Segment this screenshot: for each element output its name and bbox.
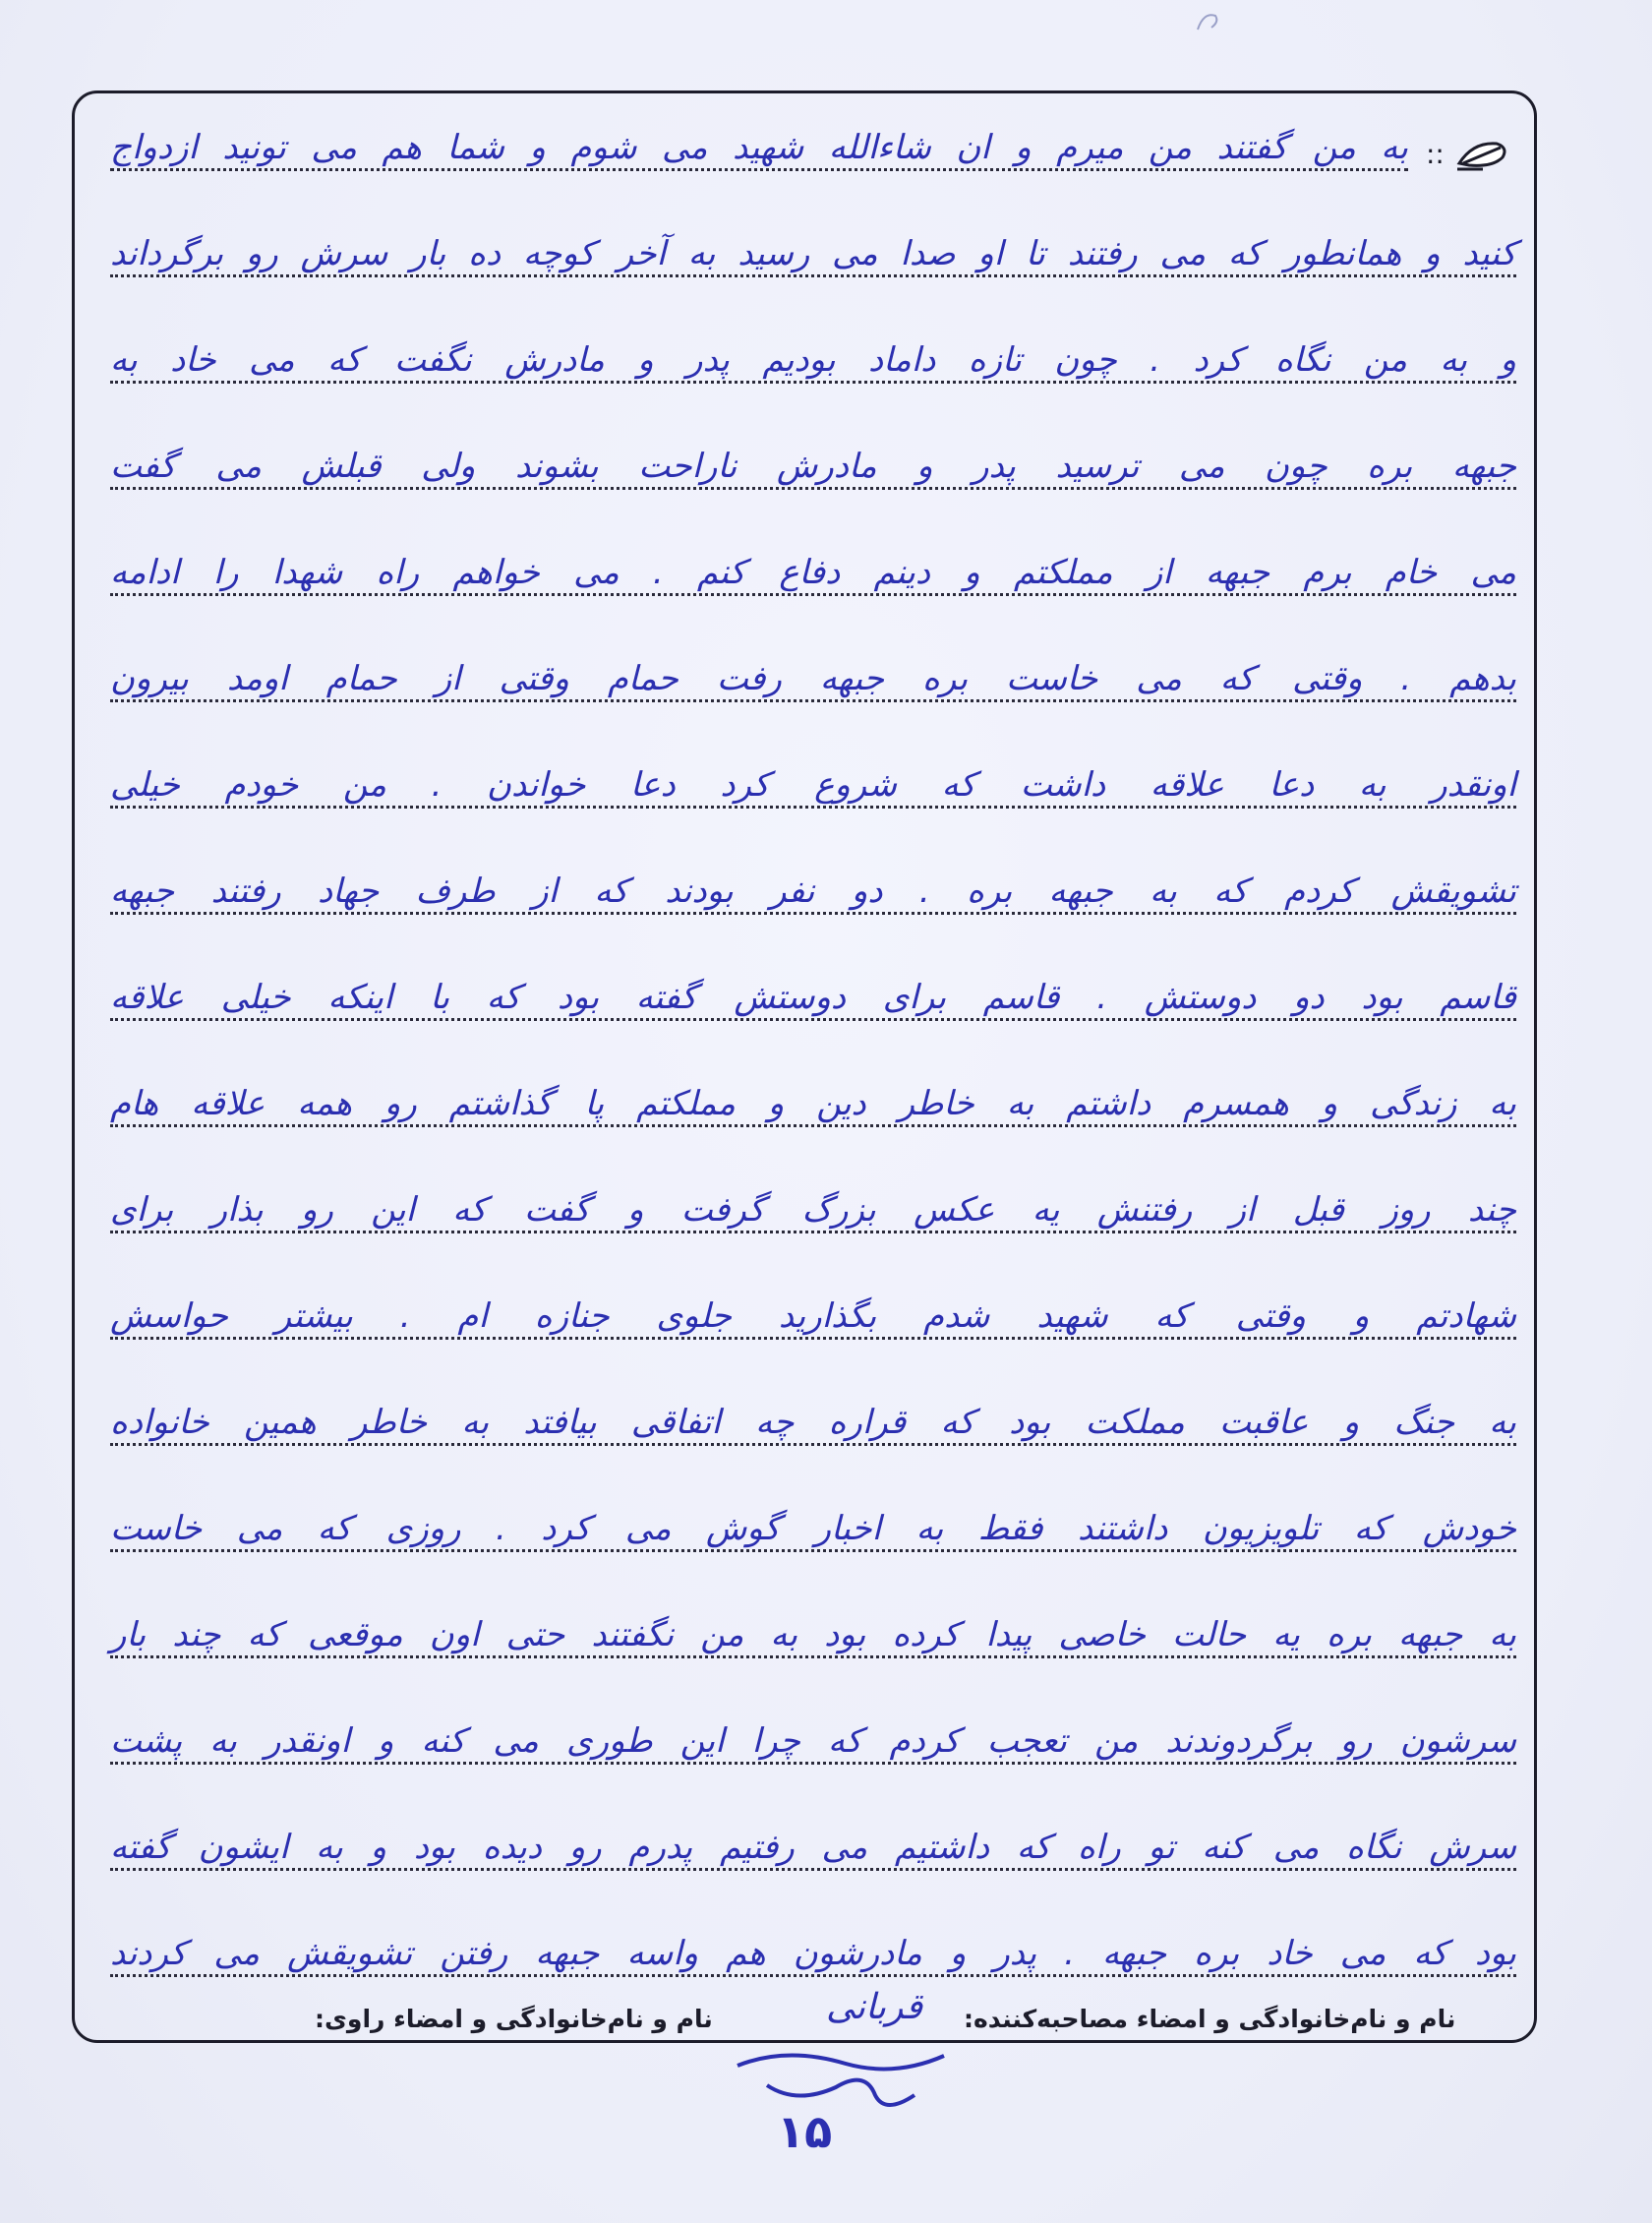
dotted-rule — [110, 1549, 1516, 1552]
ruled-line — [110, 77, 1408, 175]
ruled-line — [110, 1352, 1516, 1450]
ruled-line — [110, 1564, 1516, 1662]
dotted-rule — [110, 1868, 1516, 1871]
handwritten-text: کنید و همانطور که می رفتند تا او صدا می رسید به آخر کوچه ده بار سرش رو برگرداند — [110, 233, 1516, 273]
interviewer-label: نام و نام‌خانوادگی و امضاء مصاحبه‌کننده: — [964, 2005, 1456, 2033]
handwritten-text: چند روز قبل از رفتنش یه عکس بزرگ گرفت و گفت که این رو بذار برای — [110, 1189, 1516, 1230]
interviewer-signature-name: قربانی — [826, 1987, 923, 2027]
ruled-line — [110, 714, 1516, 812]
ruled-line — [110, 1139, 1516, 1237]
ruled-line — [110, 395, 1516, 494]
ruled-line — [110, 1670, 1516, 1769]
handwritten-text: شهادتم و وقتی که شهید شدم بگذارید جلوی جنازه ام . بیشتر حواسش — [110, 1295, 1516, 1336]
handwritten-text: تشویقش کردم که به جبهه بره . دو نفر بودند که از طرف جهاد رفتند جبهه — [110, 871, 1516, 911]
handwritten-text: قاسم بود دو دوستش . قاسم برای دوستش گفته بود که با اینکه خیلی علاقه — [110, 977, 1516, 1017]
handwritten-text: می خام برم جبهه از مملکتم و دینم دفاع کنم . می خواهم راه شهدا را ادامه — [110, 552, 1516, 592]
dotted-rule — [110, 168, 1408, 171]
signature-scrawl — [728, 2026, 964, 2125]
ruled-line — [110, 183, 1516, 281]
interviewee-label: نام و نام‌خانوادگی و امضاء راوی: — [315, 2005, 713, 2033]
ruled-line — [110, 1033, 1516, 1131]
dotted-rule — [110, 806, 1516, 809]
pen-writing-icon — [1453, 134, 1512, 173]
dotted-rule — [110, 1018, 1516, 1021]
dotted-rule — [110, 487, 1516, 490]
dotted-rule — [110, 1443, 1516, 1446]
dotted-rule — [110, 1974, 1516, 1977]
dotted-rule — [110, 1124, 1516, 1127]
handwritten-text: به جبهه بره یه حالت خاصی پیدا کرده بود به من نگفتند حتی اون موقعی که چند بار — [110, 1614, 1516, 1654]
handwritten-text: به زندگی و همسرم داشتم به خاطر دین و مملکتم پا گذاشتم رو همه علاقه هام — [110, 1083, 1516, 1123]
page-number: ۱۵ — [777, 2105, 833, 2158]
handwritten-text: اونقدر به دعا علاقه داشت که شروع کرد دعا خواندن . من خودم خیلی — [110, 764, 1516, 805]
dotted-rule — [110, 1655, 1516, 1658]
dotted-rule — [110, 593, 1516, 596]
colon-mark: :: — [1426, 138, 1445, 170]
handwritten-text: سرشون رو برگردوندند من تعجب کردم که چرا این طوری می کنه و اونقدر به پشت — [110, 1720, 1516, 1761]
ruled-line — [110, 1245, 1516, 1344]
ruled-line — [110, 289, 1516, 388]
ruled-line — [110, 1458, 1516, 1556]
dotted-rule — [110, 699, 1516, 702]
ruled-line — [110, 1776, 1516, 1875]
dotted-rule — [110, 1337, 1516, 1340]
dotted-rule — [110, 912, 1516, 915]
handwritten-text: به جنگ و عاقبت مملکت بود که قراره چه اتفاقی بیافتد به خاطر همین خانواده — [110, 1402, 1516, 1442]
dotted-rule — [110, 1231, 1516, 1233]
ruled-line — [110, 502, 1516, 600]
dotted-rule — [110, 1762, 1516, 1765]
dotted-rule — [110, 381, 1516, 384]
ruled-line — [110, 927, 1516, 1025]
handwritten-text: جبهه بره چون می ترسید پدر و مادرش ناراحت بشوند ولی قبلش می گفت — [110, 446, 1516, 486]
handwritten-text: سرش نگاه می کنه تو راه که داشتیم می رفتیم پدرم رو دیده بود و به ایشون گفته — [110, 1827, 1516, 1867]
stray-pen-mark — [1190, 8, 1229, 37]
ruled-line — [110, 1883, 1516, 1981]
handwritten-text: خودش که تلویزیون داشتند فقط به اخبار گوش می کرد . روزی که می خاست — [110, 1508, 1516, 1548]
handwritten-text: به من گفتند من میرم و ان شاءالله شهید می شوم و شما هم می تونید ازدواج — [110, 127, 1408, 167]
handwritten-text: بدهم . وقتی که می خاست بره جبهه رفت حمام وقتی از حمام اومد بیرون — [110, 658, 1516, 698]
handwritten-text: و به من نگاه کرد . چون تازه داماد بودیم پدر و مادرش نگفت که می خاد به — [110, 339, 1516, 380]
ruled-line — [110, 608, 1516, 706]
dotted-rule — [110, 274, 1516, 277]
ruled-line — [110, 820, 1516, 919]
handwritten-text: بود که می خاد بره جبهه . پدر و مادرشون هم واسه جبهه رفتن تشویقش می کردند — [110, 1933, 1516, 1973]
